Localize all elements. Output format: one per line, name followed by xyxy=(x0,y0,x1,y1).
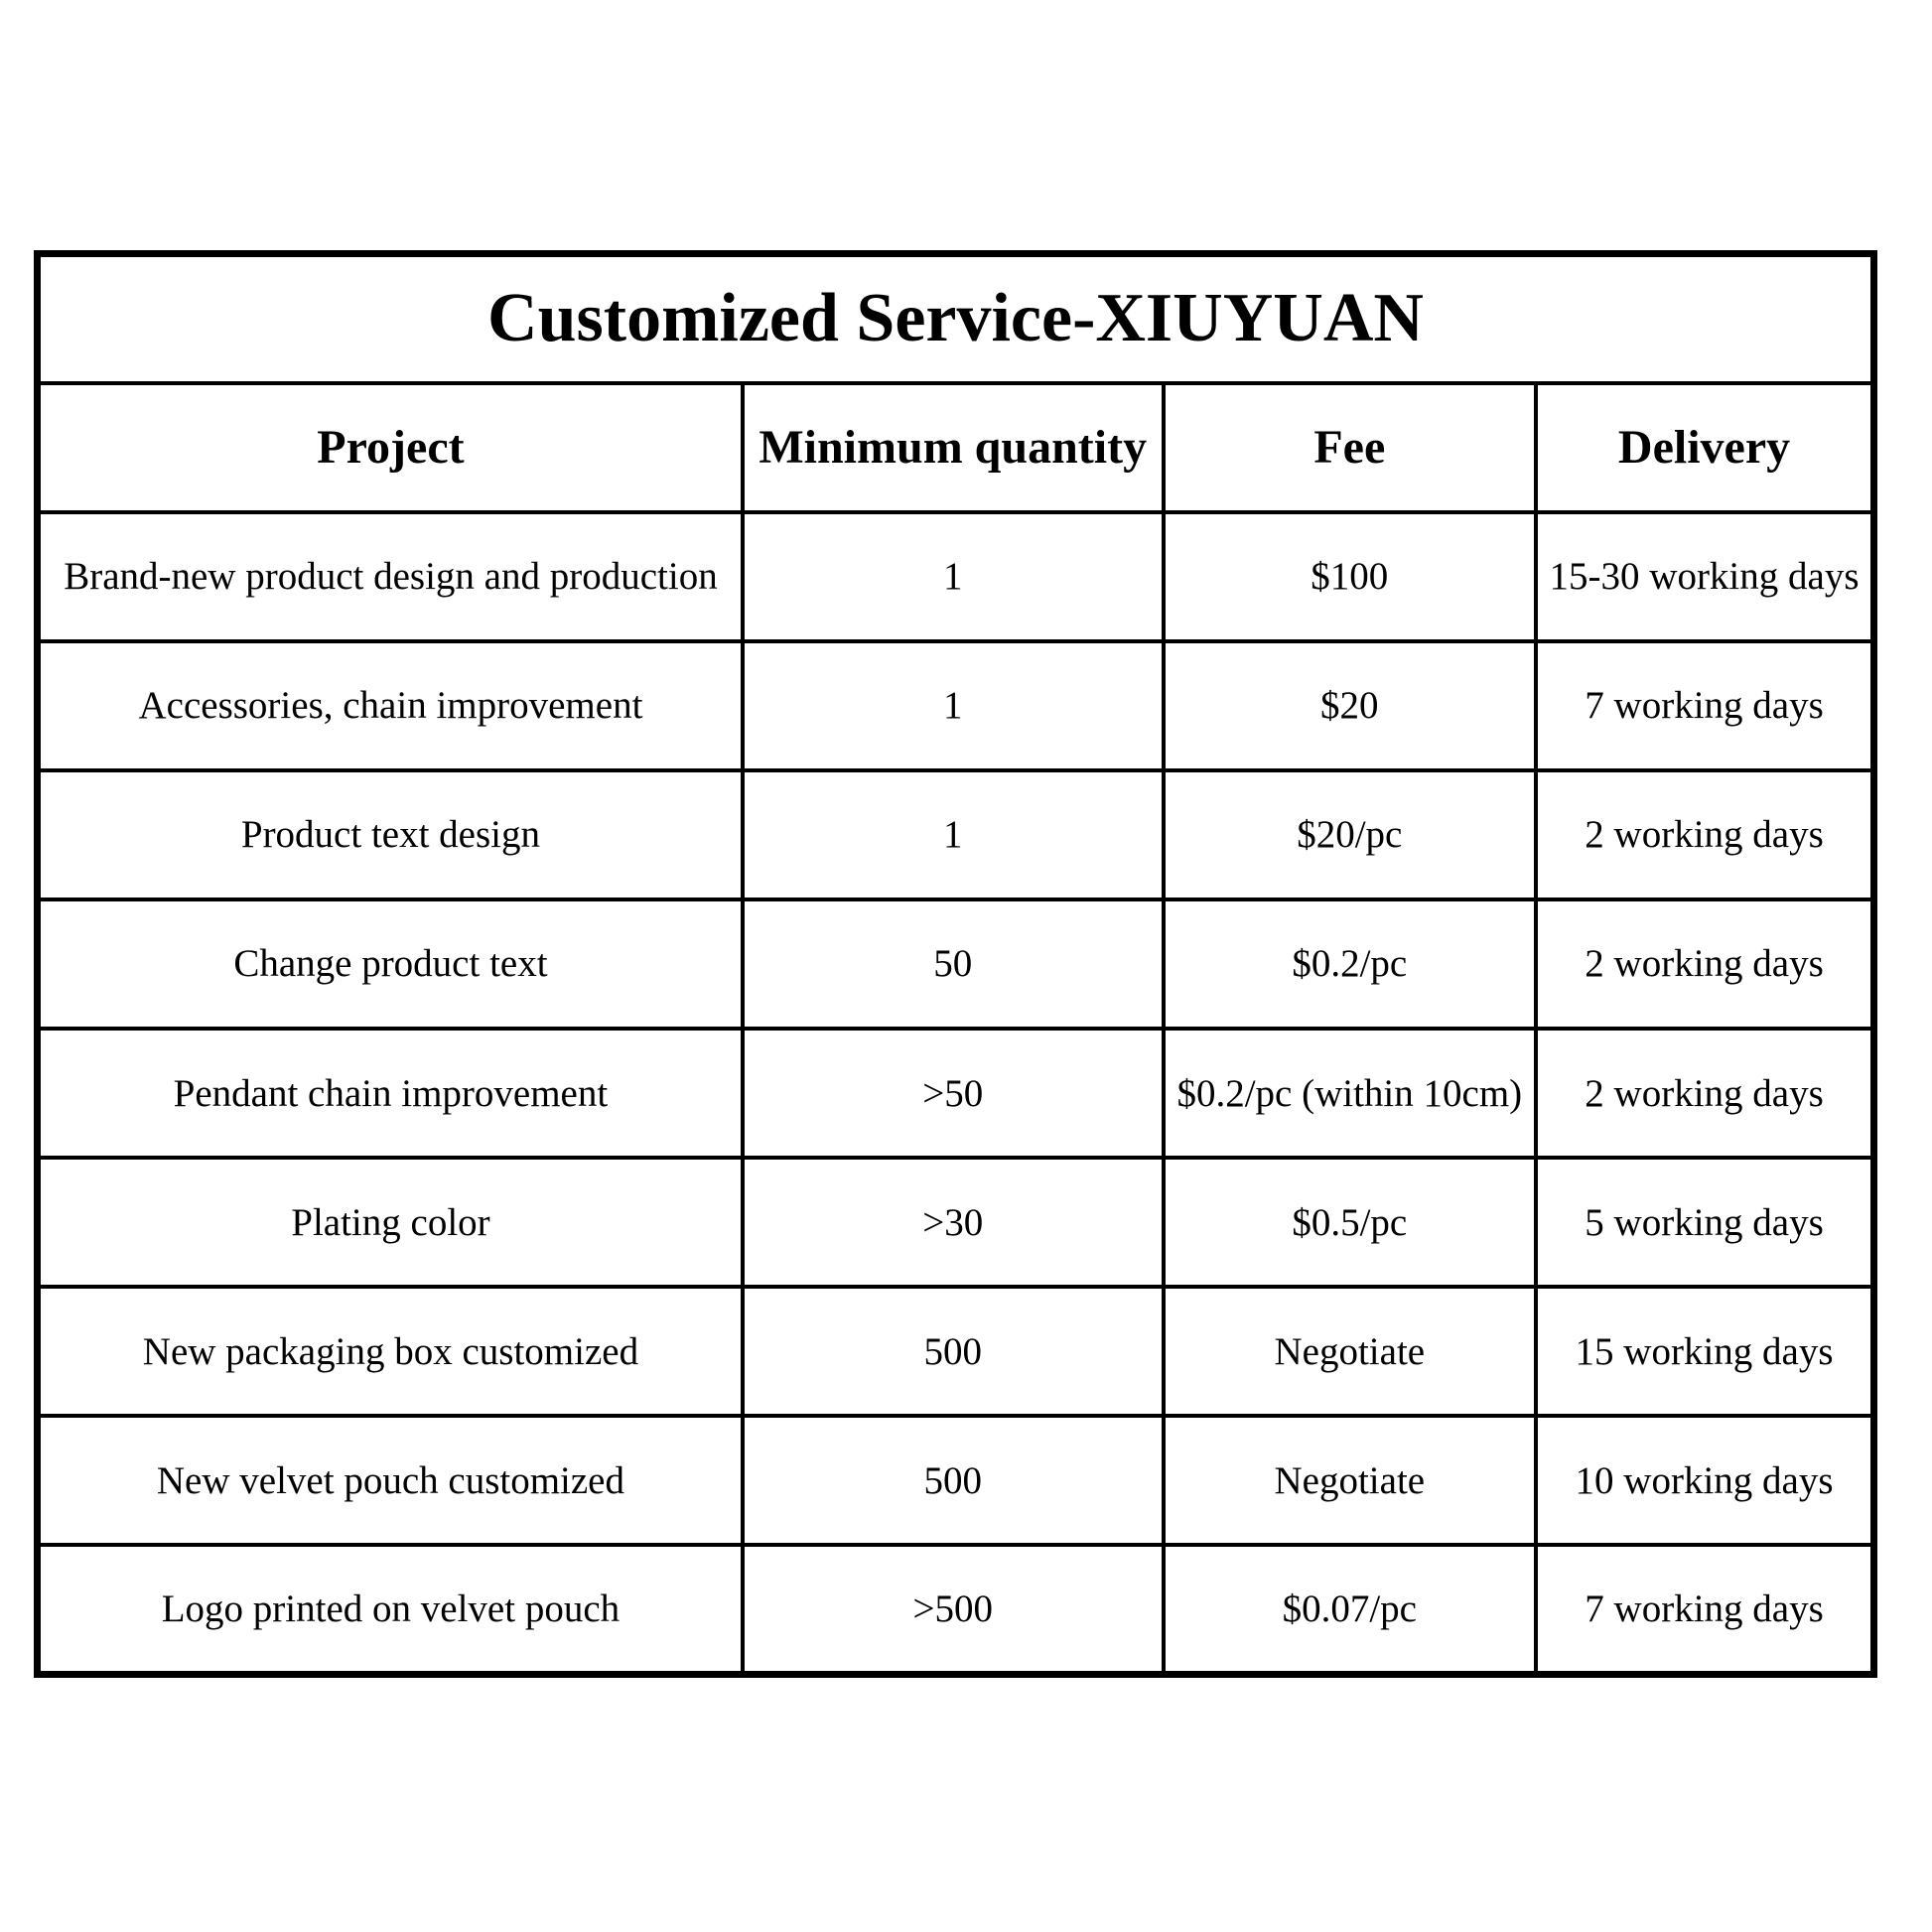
cell-delivery: 2 working days xyxy=(1536,1029,1873,1158)
cell-fee: $0.07/pc xyxy=(1164,1545,1537,1674)
cell-project: Plating color xyxy=(38,1158,743,1287)
cell-delivery: 7 working days xyxy=(1536,1545,1873,1674)
cell-project: New packaging box customized xyxy=(38,1287,743,1416)
cell-project: Pendant chain improvement xyxy=(38,1029,743,1158)
cell-delivery: 10 working days xyxy=(1536,1416,1873,1545)
cell-delivery: 15-30 working days xyxy=(1536,512,1873,641)
title-row xyxy=(38,254,1874,383)
column-header-minimum-quantity: Minimum quantity xyxy=(743,383,1164,512)
cell-fee: Negotiate xyxy=(1164,1287,1537,1416)
cell-minimum-quantity: >500 xyxy=(743,1545,1164,1674)
cell-delivery: 5 working days xyxy=(1536,1158,1873,1287)
cell-minimum-quantity: 500 xyxy=(743,1287,1164,1416)
cell-delivery: 2 working days xyxy=(1536,770,1873,899)
cell-minimum-quantity: >30 xyxy=(743,1158,1164,1287)
cell-minimum-quantity: 50 xyxy=(743,899,1164,1029)
cell-fee: $20/pc xyxy=(1164,770,1537,899)
cell-delivery: 2 working days xyxy=(1536,899,1873,1029)
cell-delivery: 7 working days xyxy=(1536,641,1873,770)
cell-project: Accessories, chain improvement xyxy=(38,641,743,770)
cell-minimum-quantity: 1 xyxy=(743,512,1164,641)
cell-project: Product text design xyxy=(38,770,743,899)
customized-service-table xyxy=(34,250,1877,1678)
column-header-project: Project xyxy=(38,383,743,512)
cell-minimum-quantity: 1 xyxy=(743,770,1164,899)
cell-project: Brand-new product design and production xyxy=(38,512,743,641)
cell-delivery: 15 working days xyxy=(1536,1287,1873,1416)
service-table-container xyxy=(34,250,1877,1678)
table-row xyxy=(38,899,1874,1029)
table-row xyxy=(38,1029,1874,1158)
table-row xyxy=(38,770,1874,899)
column-header-delivery: Delivery xyxy=(1536,383,1873,512)
table-row xyxy=(38,641,1874,770)
table-row xyxy=(38,1416,1874,1545)
cell-project: Change product text xyxy=(38,899,743,1029)
cell-fee: Negotiate xyxy=(1164,1416,1537,1545)
cell-minimum-quantity: 500 xyxy=(743,1416,1164,1545)
cell-fee: $0.5/pc xyxy=(1164,1158,1537,1287)
cell-fee: $20 xyxy=(1164,641,1537,770)
header-row xyxy=(38,383,1874,512)
table-row xyxy=(38,1158,1874,1287)
table-row xyxy=(38,512,1874,641)
cell-fee: $0.2/pc xyxy=(1164,899,1537,1029)
cell-project: Logo printed on velvet pouch xyxy=(38,1545,743,1674)
table-row xyxy=(38,1545,1874,1674)
cell-minimum-quantity: >50 xyxy=(743,1029,1164,1158)
page-title: Customized Service-XIUYUAN xyxy=(38,254,1874,383)
cell-project: New velvet pouch customized xyxy=(38,1416,743,1545)
cell-fee: $100 xyxy=(1164,512,1537,641)
cell-minimum-quantity: 1 xyxy=(743,641,1164,770)
column-header-fee: Fee xyxy=(1164,383,1537,512)
cell-fee: $0.2/pc (within 10cm) xyxy=(1164,1029,1537,1158)
table-row xyxy=(38,1287,1874,1416)
